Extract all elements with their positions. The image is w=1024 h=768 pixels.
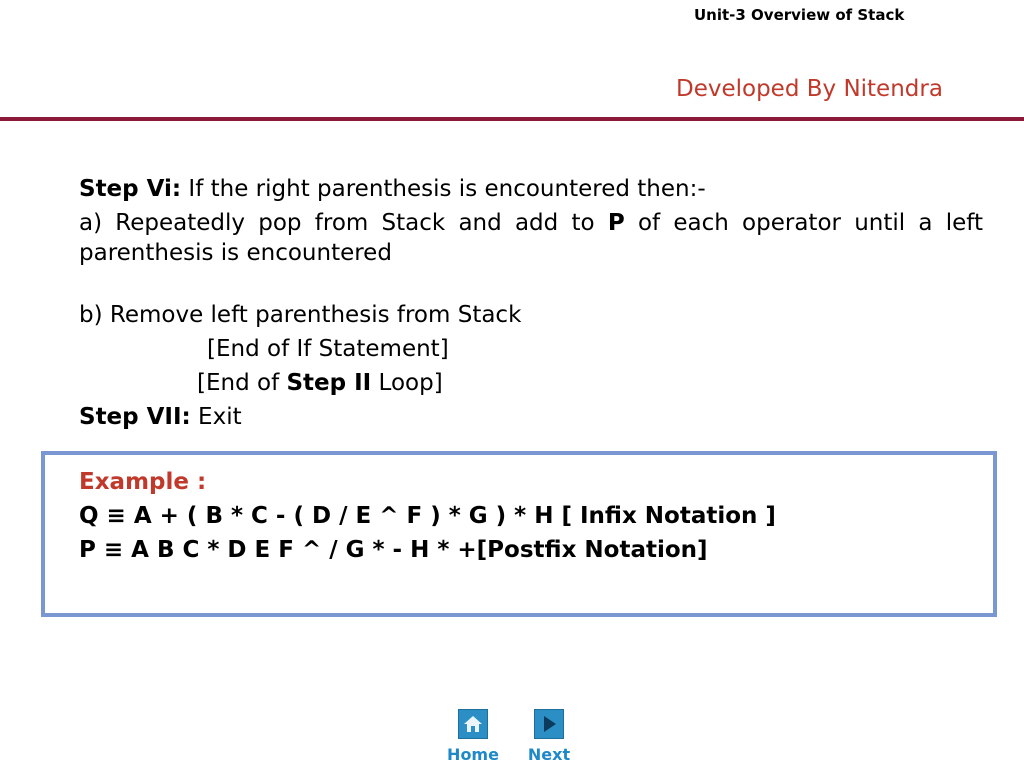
step6-part-b: b) Remove left parenthesis from Stack <box>79 302 522 328</box>
step7-text: Exit <box>190 404 242 430</box>
slide-content <box>79 174 983 432</box>
step7-label: Step VII: <box>79 404 191 430</box>
end-if-statement: [End of If Statement] <box>207 336 449 362</box>
next-arrow-icon <box>534 709 564 739</box>
next-label: Next <box>527 745 571 764</box>
postfix-expression: P ≡ A B C * D E F ^ / G * - H * +[Postfix Notation] <box>79 537 708 563</box>
example-label: Example : <box>79 469 207 495</box>
unit-title: Unit-3 Overview of Stack <box>694 6 905 24</box>
author-credit: Developed By Nitendra <box>676 76 943 102</box>
part-a-text-2: of each operator until a left parenthesis is encountered <box>79 210 983 266</box>
next-button[interactable] <box>519 709 579 764</box>
step6-part-a <box>79 208 983 268</box>
home-label: Home <box>447 745 499 764</box>
end-loop-bold: Step II <box>286 370 372 396</box>
step6-label: Step Vi: <box>79 176 182 202</box>
infix-expression: Q ≡ A + ( B * C - ( D / E ^ F ) * G ) * H [ Infix Notation ] <box>79 503 776 529</box>
end-loop-post: Loop] <box>371 370 443 396</box>
step6-text: If the right parenthesis is encountered then:- <box>181 176 706 202</box>
step6-line <box>79 174 983 204</box>
home-button[interactable] <box>443 709 503 764</box>
end-loop-statement <box>79 368 983 398</box>
step7-line <box>79 402 983 432</box>
part-a-text-1: a) Repeatedly pop from Stack and add to <box>79 210 608 236</box>
part-a-bold: P <box>607 210 625 236</box>
home-icon <box>458 709 488 739</box>
example-content <box>79 465 776 567</box>
end-loop-pre: [End of <box>197 370 287 396</box>
header-divider <box>0 117 1024 121</box>
